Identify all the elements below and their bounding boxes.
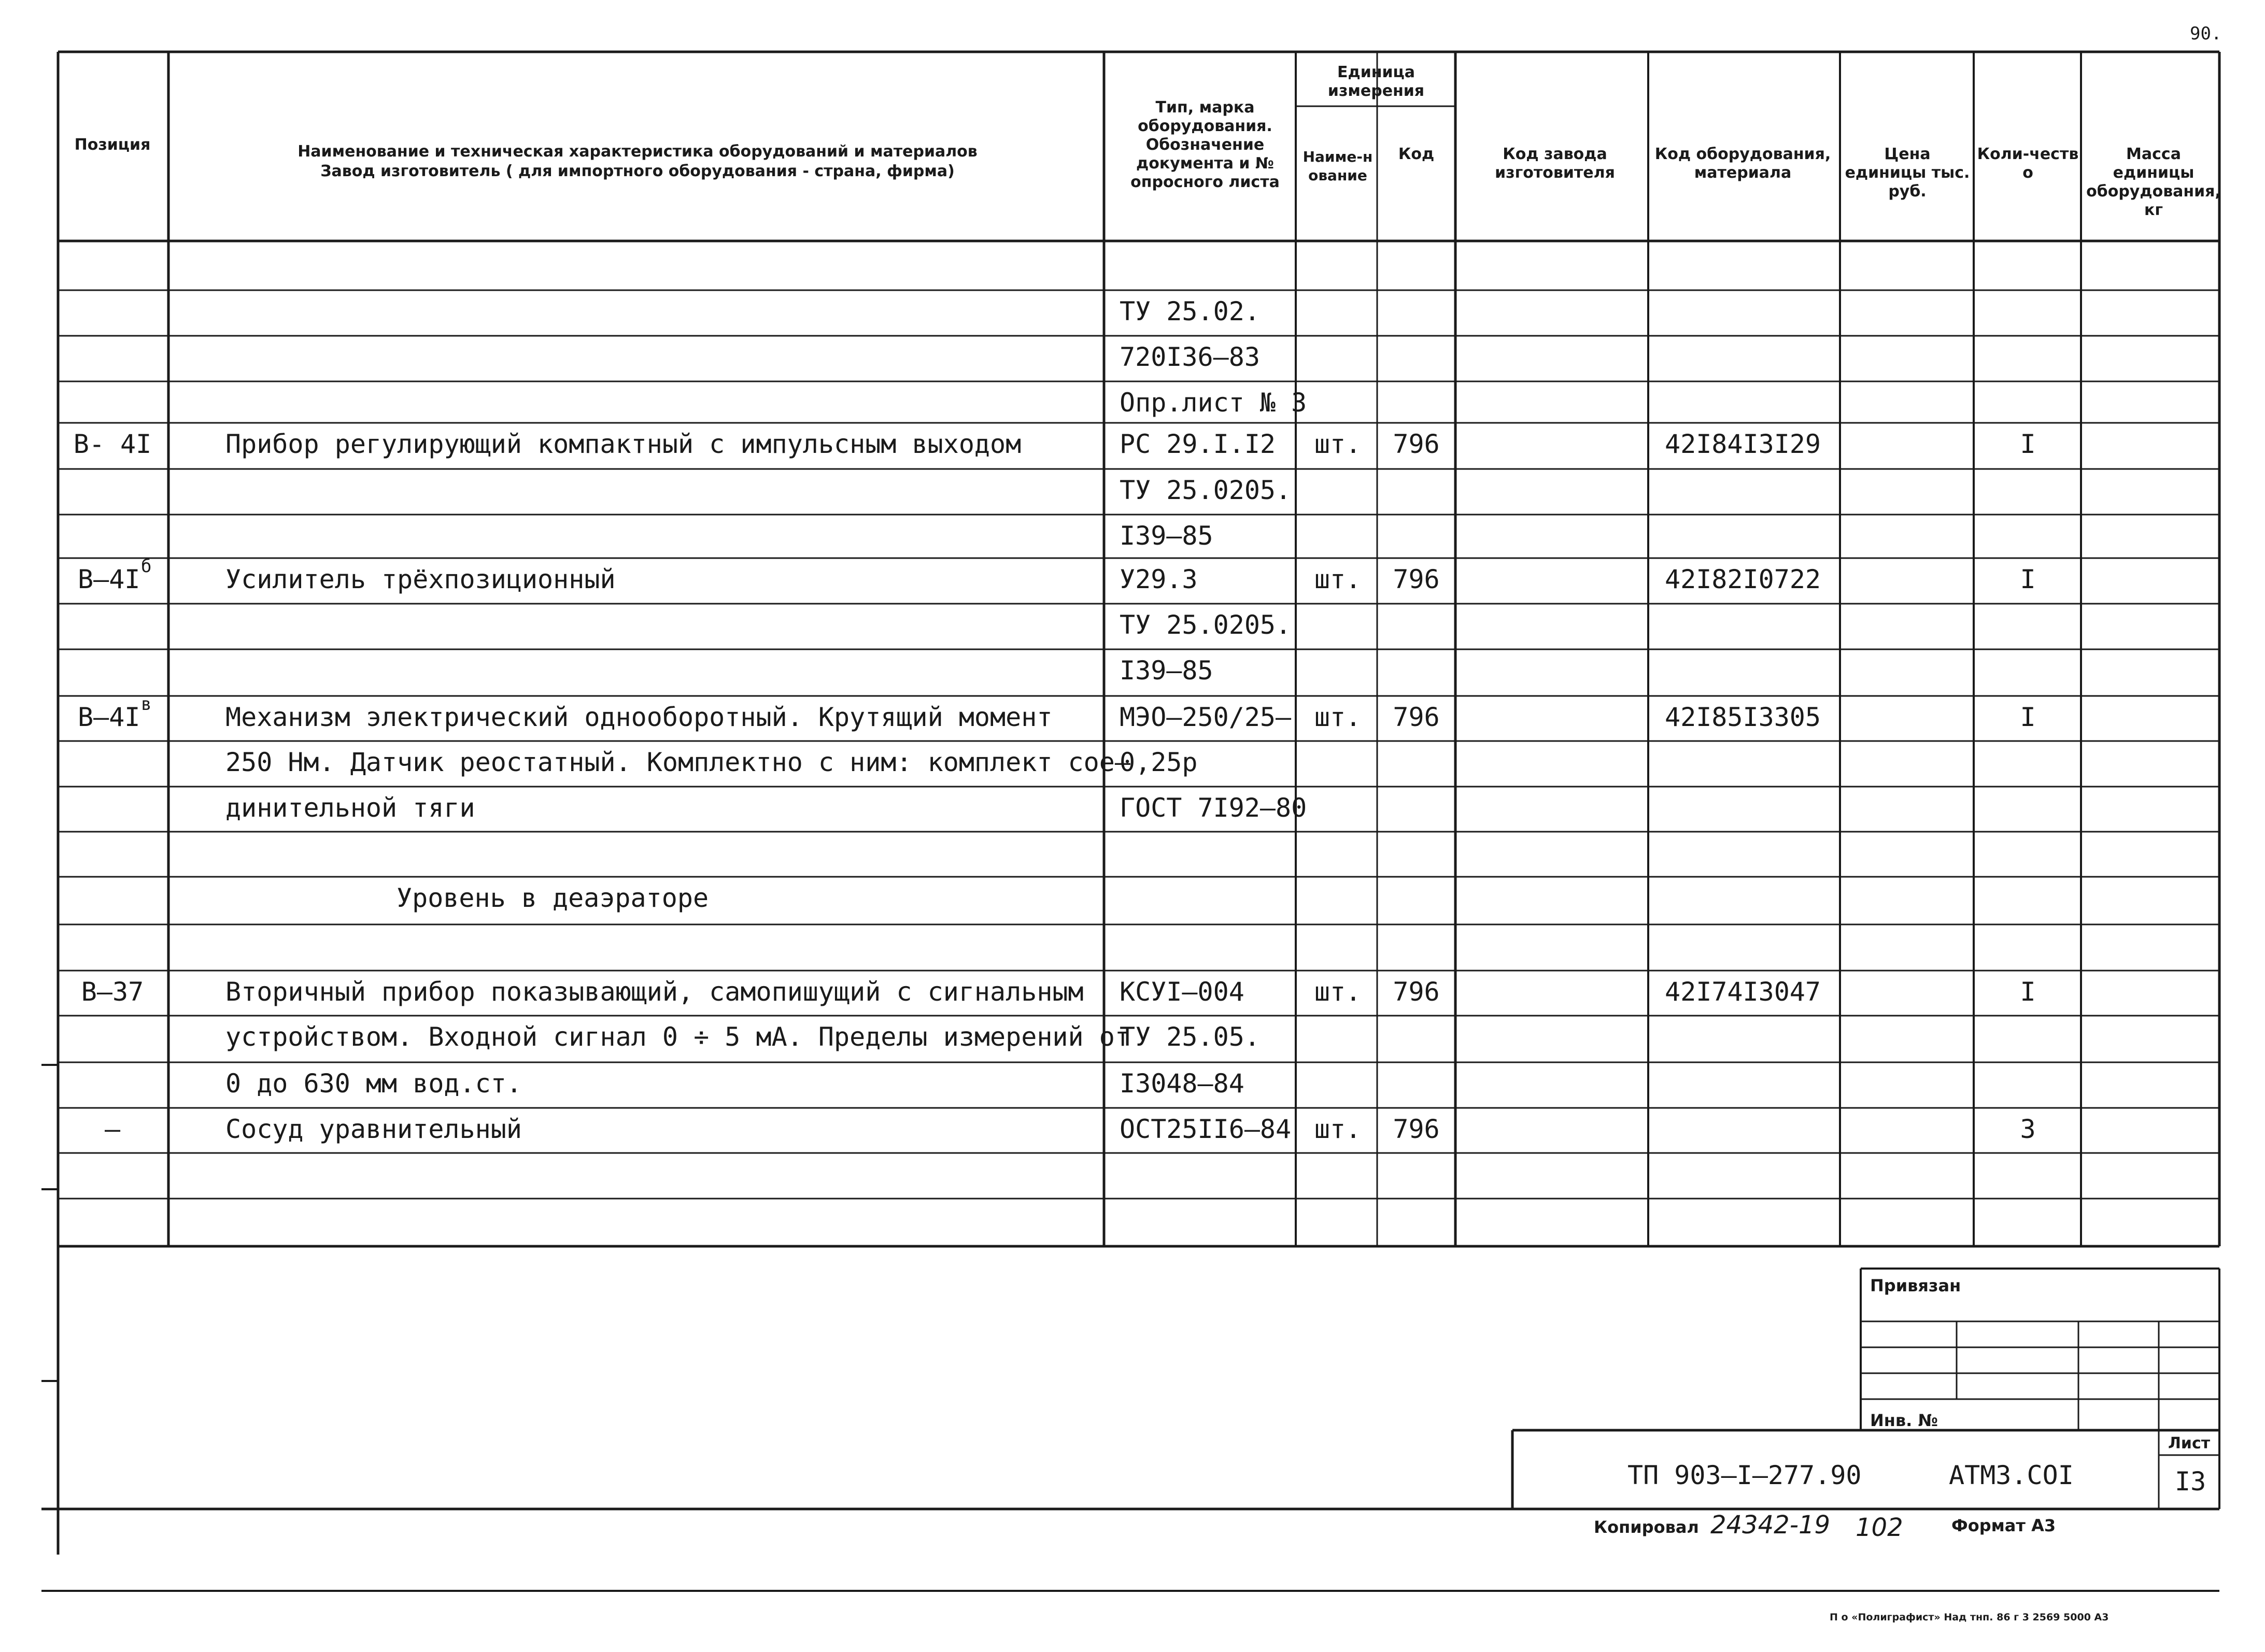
copied-value: 24342-19 [1710,1511,1831,1540]
header-type: Тип, марка оборудования. Обозначение документа и № опросного листа [1130,98,1280,191]
cell-pos: В–4I [78,702,140,732]
cell-type: I39–85 [1120,521,1213,551]
stamp-inv-label: Инв. № [1870,1411,1938,1430]
printer-line: П о «Полиграфист» Над тнп. 86 г 3 2569 5000 А3 [1830,1612,2109,1623]
cell-ucode: 796 [1393,1114,1440,1144]
cell-type: ТУ 25.02. [1120,296,1260,326]
cell-type: ТУ 25.0205. [1120,475,1292,505]
cell-pos: – [104,1114,121,1144]
header-equipment-code: Код оборудования, материала [1654,145,1831,182]
header-unit-code: Код [1398,145,1435,163]
cell-unit: шт. [1314,977,1362,1007]
cell-type: РС 29.I.I2 [1120,429,1276,459]
header-name-line1: Наименование и техническая характеристика оборудований и материалов [298,143,978,161]
format-label: Формат А3 [1951,1516,2056,1535]
cell-unit: шт. [1314,1114,1362,1144]
cell-name: Сосуд уравнительный [225,1114,522,1144]
cell-ucode: 796 [1393,702,1440,732]
cell-type: 0,25р [1120,747,1198,777]
header-unit-group: Единица измерения [1327,63,1425,100]
copied-number: 102 [1856,1513,1903,1542]
cell-qty: I [2020,977,2036,1007]
header-quantity: Коли-чество [1977,145,2079,182]
stamp-sheet-label: Лист [2168,1434,2211,1452]
cell-name: устройством. Входной сигнал 0 ÷ 5 мА. Пределы измерений от [225,1022,1130,1052]
cell-type: У29.3 [1120,564,1198,594]
cell-type: КСУI–004 [1120,977,1244,1007]
cell-unit: шт. [1314,564,1362,594]
cell-ecode: 42I84I3I29 [1664,429,1821,459]
cell-type: ТУ 25.0205. [1120,610,1292,640]
position-superscript: в [141,694,152,715]
cell-type: МЭО–250/25– [1120,702,1292,732]
cell-qty: 3 [2020,1114,2036,1144]
cell-name: Прибор регулирующий компактный с импульсным выходом [225,429,1022,459]
cell-name: 0 до 630 мм вод.ст. [225,1069,522,1099]
header-mass: Масса единицы оборудования, кг [2086,145,2221,219]
cell-pos: В- 4I [73,429,152,459]
cell-type: Опр.лист № 3 [1120,388,1307,418]
stamp-doc-code: ТП 903–I–277.90 [1627,1460,1862,1490]
cell-name: Механизм электрический однооборотный. Крутящий момент [225,702,1053,732]
position-superscript: б [141,556,152,577]
cell-type: 720I36–83 [1120,342,1260,372]
cell-name: Вторичный прибор показывающий, самопишущий с сигнальным [225,977,1084,1007]
stamp-linked-label: Привязан [1870,1276,1961,1295]
stamp-sheet-number: I3 [2175,1466,2206,1497]
cell-type: I39–85 [1120,656,1213,686]
cell-name: динительной тяги [225,793,475,823]
page-mark: 90. [2190,23,2222,44]
cell-type: ОСТ25II6–84 [1120,1114,1292,1144]
cell-type: ГОСТ 7I92–80 [1120,793,1307,823]
cell-ecode: 42I82I0722 [1664,564,1821,594]
cell-pos: В–37 [81,977,144,1007]
header-name-line2: Завод изготовитель ( для импортного оборудования - страна, фирма) [320,162,955,180]
cell-qty: I [2020,429,2036,459]
cell-type: I3048–84 [1120,1069,1244,1099]
cell-name: 250 Нм. Датчик реостатный. Комплектно с ним: комплект сое– [225,747,1130,777]
cell-name: Усилитель трёхпозиционный [225,564,616,594]
cell-ucode: 796 [1393,564,1440,594]
cell-pos: В–4I [78,564,140,594]
cell-type: ТУ 25.05. [1120,1022,1260,1052]
header-factory-code: Код завода изготовителя [1495,145,1615,182]
cell-ecode: 42I74I3047 [1664,977,1821,1007]
cell-unit: шт. [1314,429,1362,459]
cell-qty: I [2020,702,2036,732]
cell-qty: I [2020,564,2036,594]
cell-ucode: 796 [1393,977,1440,1007]
cell-ucode: 796 [1393,429,1440,459]
cell-unit: шт. [1314,702,1362,732]
header-price: Цена единицы тыс. руб. [1845,145,1970,201]
header-position: Позиция [74,136,151,154]
cell-ecode: 42I85I3305 [1664,702,1821,732]
cell-name: Уровень в деаэраторе [397,883,709,913]
stamp-doc-mark: АТМЗ.СОI [1949,1460,2074,1490]
copied-label: Копировал [1594,1517,1699,1537]
header-unit-name: Наиме-нование [1303,148,1373,184]
